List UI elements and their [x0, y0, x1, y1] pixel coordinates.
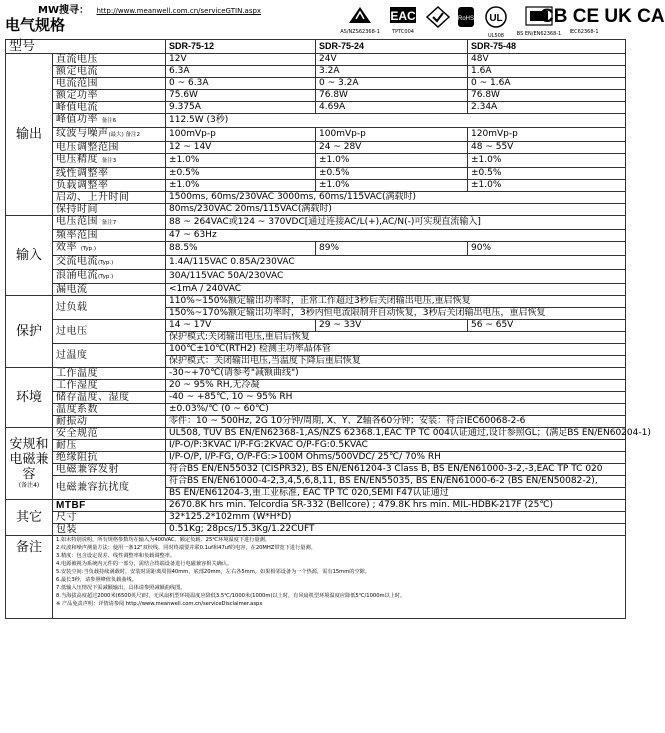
cert-label: UL508 [488, 33, 504, 39]
cell: I/P-O/P:3KVAC I/P-FG:2KVAC O/P-FG:0.5KVAC [166, 440, 626, 452]
row-label: 负载调整率 [53, 180, 166, 192]
cell: 76.8W [316, 90, 468, 102]
table-row [6, 230, 626, 242]
cell: 30A/115VAC 50A/230VAC [166, 270, 626, 284]
cell: 56 ~ 65V [468, 320, 626, 332]
table-row [6, 142, 626, 154]
row-label-note: (Typ.) [98, 260, 114, 266]
ctick-logo [424, 6, 452, 32]
ul-logo [480, 6, 512, 39]
table-row [6, 428, 626, 440]
note-line: 4.电源被视为系统内元件的一部分，需结合终端设备进行电磁兼容相关确认。 [56, 561, 233, 567]
cell: 3.2A [316, 66, 468, 78]
row-label [53, 270, 166, 284]
cell: 保护模式:关闭输出电压,重启后恢复 [166, 332, 626, 344]
certification-logos [338, 6, 665, 39]
row-label: 电流范围 [53, 78, 166, 90]
cell: 150%~170%额定输出功率时，3秒内恒电流限制并自动恢复，3秒后关闭输出电压，重启恢复 [166, 308, 626, 320]
category-protection: 保护 [6, 296, 53, 368]
cell: ±0.5% [316, 168, 468, 180]
table-row [6, 416, 626, 428]
cell: 88.5% [166, 242, 316, 256]
cell: 112.5W (3秒) [166, 114, 626, 128]
row-label: 漏电流 [53, 284, 166, 296]
note-line: 6.最长3秒，请参照峰值负载曲线。 [56, 577, 137, 583]
table-row [6, 90, 626, 102]
category-notes: 备注 [6, 536, 53, 619]
row-label-text: 浪涌电流 [56, 270, 98, 281]
cell: 保护模式：关闭输出电压,当温度下降后重启恢复 [166, 356, 626, 368]
row-label: 峰值电流 [53, 102, 166, 114]
note-line: 5.安装空间:当负载持续满载时，安装时需距离周围40mm，底部20mm，左右各5mm。如果相邻设备为一个热源，需有15mm的空隙。 [56, 569, 371, 575]
cell: 24 ~ 28V [316, 142, 468, 154]
category-others: 其它 [6, 500, 53, 536]
rcm-logo [338, 6, 382, 35]
cell: 48V [468, 54, 626, 66]
category-safety-emc [6, 428, 53, 500]
cell: 76.8W [468, 90, 626, 102]
table-row [6, 216, 626, 230]
notes-cell [53, 536, 626, 619]
cert-label: TPTC004 [392, 29, 414, 35]
model-label: 型号 [6, 40, 166, 54]
cert-label: BS EN/EN62368-1 [516, 31, 562, 37]
table-row [6, 192, 626, 204]
model-row [6, 40, 626, 54]
row-label: 过电压 [53, 320, 166, 344]
cell: ±1.0% [316, 180, 468, 192]
cell: 0 ~ 6.3A [166, 78, 316, 90]
svg-text:UL: UL [489, 13, 503, 24]
cert-label: AS/NZS62368-1 [340, 29, 380, 35]
row-label: 尺寸 [53, 512, 166, 524]
model-1: SDR-75-12 [166, 40, 316, 54]
row-label: 线性调整率 [53, 168, 166, 180]
row-label [53, 128, 166, 142]
cell: 80ms/230VAC 20ms/115VAC(满载时) [166, 204, 626, 216]
row-label-text: 交流电流 [56, 256, 98, 267]
cell: 12 ~ 14V [166, 142, 316, 154]
note-line: 1.如未特别说明，所有规格参数均在输入为400VAC、额定负载、25℃环境温度下进行量测。 [56, 537, 270, 543]
svg-text:RoHS: RoHS [457, 16, 475, 22]
cell: 100mVp-p [166, 128, 316, 142]
model-3: SDR-75-48 [468, 40, 626, 54]
cell: ±1.0% [166, 154, 316, 168]
cb-ce-ukca-mark: CB CE UK CA [540, 6, 665, 27]
category-environment: 环境 [6, 368, 53, 428]
spec-table [5, 39, 651, 619]
eac-logo [386, 6, 420, 35]
svg-text:EAC: EAC [390, 9, 416, 23]
table-row [6, 54, 626, 66]
model-2: SDR-75-24 [316, 40, 468, 54]
row-label: 耐振动 [53, 416, 166, 428]
row-label: 过温度 [53, 344, 166, 368]
row-label: 过负载 [53, 296, 166, 320]
category-safety-note: (备注4) [18, 482, 40, 489]
mw-search-link[interactable]: http://www.meanwell.com.cn/serviceGTIN.aspx [96, 7, 262, 15]
row-label [53, 154, 166, 168]
cell: 2.34A [468, 102, 626, 114]
table-row [6, 66, 626, 78]
row-label [53, 256, 166, 270]
cell: 符合BS EN/EN61000-4-2,3,4,5,6,8,11, BS EN/EN55035, BS EN/EN61000-6-2 (BS EN/EN50082-2), [166, 476, 626, 488]
row-label-text: 纹波与噪声 [56, 128, 109, 139]
cell: I/P-O/P, I/P-FG, O/P-FG:>100M Ohms/500VDC/ 25℃/ 70% RH [166, 452, 626, 464]
table-row [6, 380, 626, 392]
row-label-text: 效率 [56, 242, 77, 253]
row-label [53, 216, 166, 230]
page-title: 电气规格 [5, 16, 66, 34]
cell: 零件：10 ~ 500Hz, 2G 10分钟/周期, X、Y、Z轴各60分钟；安装：符合IEC60068-2-6 [166, 416, 626, 428]
cb-ce-ukca-logo [540, 6, 665, 35]
cell: 6.3A [166, 66, 316, 78]
row-label [53, 114, 166, 128]
note-line: 7.低输入压情况下需减额输出，具体请参照减额曲线图。 [56, 585, 186, 591]
cell: 120mVp-p [468, 128, 626, 142]
table-row [6, 440, 626, 452]
table-row [6, 392, 626, 404]
row-label: 包装 [53, 524, 166, 536]
page-header [0, 0, 665, 40]
row-label-note: 备注6 [101, 118, 117, 124]
mw-search-line [38, 1, 261, 16]
row-label-note: (最大) 备注2 [108, 132, 141, 138]
cell: ±1.0% [468, 180, 626, 192]
row-label: 保持时间 [53, 204, 166, 216]
cell: 100℃±10℃(RTH2) 检测主功率晶体管 [166, 344, 626, 356]
cell: ±1.0% [166, 180, 316, 192]
cell: ±0.5% [468, 168, 626, 180]
cell: 47 ~ 63Hz [166, 230, 626, 242]
cell: 20 ~ 95% RH,无冷凝 [166, 380, 626, 392]
cell: 1.4A/115VAC 0.85A/230VAC [166, 256, 626, 270]
cell: 9.375A [166, 102, 316, 114]
cell: 1.6A [468, 66, 626, 78]
table-row [6, 452, 626, 464]
mw-search-label: MW搜寻： [38, 5, 89, 16]
cell: 4.69A [316, 102, 468, 114]
table-row [6, 270, 626, 284]
row-label: 直流电压 [53, 54, 166, 66]
table-row [6, 128, 626, 142]
cell: ±1.0% [316, 154, 468, 168]
row-label: 工作温度 [53, 368, 166, 380]
cell: 0 ~ 1.6A [468, 78, 626, 90]
table-row [6, 344, 626, 356]
rohs-logo [454, 6, 478, 32]
cell: 48 ~ 55V [468, 142, 626, 154]
cell: 100mVp-p [316, 128, 468, 142]
cell: 89% [316, 242, 468, 256]
cell: ±0.03%/℃ (0 ~ 60℃) [166, 404, 626, 416]
table-row [6, 512, 626, 524]
table-row [6, 296, 626, 308]
row-label-text: 电压精度 [56, 154, 98, 165]
cell: 0 ~ 3.2A [316, 78, 468, 90]
table-row [6, 500, 626, 512]
category-input: 输入 [6, 216, 53, 296]
category-safety-text: 安规和电磁兼容 [9, 437, 49, 482]
row-label: MTBF [53, 500, 166, 512]
table-row [6, 320, 626, 332]
cell: 符合BS EN/EN55032 (CISPR32), BS EN/EN61204-3 Class B, BS EN/EN61000-3-2,-3,EAC TP TC 020 [166, 464, 626, 476]
row-label: 电磁兼容发射 [53, 464, 166, 476]
table-row [6, 78, 626, 90]
notes-row [6, 536, 626, 619]
table-row [6, 168, 626, 180]
row-label: 安全规范 [53, 428, 166, 440]
row-label: 电磁兼容抗扰度 [53, 476, 166, 500]
row-label: 耐压 [53, 440, 166, 452]
row-label: 储存温度、湿度 [53, 392, 166, 404]
cert-label: IEC62368-1 [569, 29, 599, 35]
cell: -30~+70℃(请参考"减额曲线") [166, 368, 626, 380]
cell: <1mA / 240VAC [166, 284, 626, 296]
cell: 12V [166, 54, 316, 66]
row-label: 频率范围 [53, 230, 166, 242]
row-label: 额定电流 [53, 66, 166, 78]
cell: ±1.0% [468, 154, 626, 168]
cell: UL508, TUV BS EN/EN62368-1,AS/NZS 62368.1,EAC TP TC 004认证通过,设计参照GL；(满足BS EN/EN60204-1) [166, 428, 626, 440]
category-output: 输出 [6, 54, 53, 216]
table-row [6, 204, 626, 216]
table-row [6, 180, 626, 192]
note-line: 2.纹波和噪声测量方法：使用一条12"双绞线，同时终端要并联0.1uf和47uf的电容，在20MHZ带宽下进行量测。 [56, 545, 316, 551]
row-label-text: 电压范围 [56, 216, 98, 227]
table-row [6, 476, 626, 488]
cell: 90% [468, 242, 626, 256]
table-row [6, 256, 626, 270]
row-label-text: 峰值功率 [56, 114, 98, 125]
table-row [6, 368, 626, 380]
table-row [6, 242, 626, 256]
cell: 0.51Kg; 28pcs/15.3Kg/1.22CUFT [166, 524, 626, 536]
row-label: 启动、上升时间 [53, 192, 166, 204]
table-row [6, 284, 626, 296]
row-label: 电压调整范围 [53, 142, 166, 154]
cell: 88 ~ 264VAC或124 ~ 370VDC[通过连接AC/L(+),AC/N(-)可实现直流输入] [166, 216, 626, 230]
row-label-note: 备注3 [101, 158, 117, 164]
note-line: 8.当海拔高度超过2000米(6500英尺)时，无风扇机型环境温度应降低3.5℃/1000米(1000m)以上时，有风扇机型环境温度应降低5℃/1000m以上时。 [56, 593, 406, 599]
cell: 14 ~ 17V [166, 320, 316, 332]
note-line[interactable]: ※ 产品免责声明：详情请参阅 http://www.meanwell.com.cn/serviceDisclaimer.aspx [56, 601, 263, 607]
cell: 110%~150%额定输出功率时，正常工作超过3秒后关闭输出电压,重启恢复 [166, 296, 626, 308]
row-label: 绝缘阻抗 [53, 452, 166, 464]
cell: -40 ~ +85℃, 10 ~ 95% RH [166, 392, 626, 404]
row-label-note: (Typ.) [80, 246, 96, 252]
note-line: 3.精度：包含设定误差、线性调整率和负载调整率。 [56, 553, 176, 559]
table-row [6, 524, 626, 536]
cell: 1500ms, 60ms/230VAC 3000ms, 60ms/115VAC(满载时) [166, 192, 626, 204]
row-label: 温度系数 [53, 404, 166, 416]
cell: 24V [316, 54, 468, 66]
cell: BS EN/EN61204-3,重工业标准, EAC TP TC 020,SEMI F47认证通过 [166, 488, 626, 500]
cell: 75.6W [166, 90, 316, 102]
table-row [6, 464, 626, 476]
row-label: 工作湿度 [53, 380, 166, 392]
cell: 32*125.2*102mm (W*H*D) [166, 512, 626, 524]
table-row [6, 114, 626, 128]
row-label-note: (Typ.) [98, 274, 114, 280]
row-label-note: 备注7 [101, 220, 117, 226]
table-row [6, 154, 626, 168]
cell: 29 ~ 33V [316, 320, 468, 332]
table-row [6, 404, 626, 416]
cell: 2670.8K hrs min. Telcordia SR-332 (Bellcore) ; 479.8K hrs min. MIL-HDBK-217F (25℃) [166, 500, 626, 512]
table-row [6, 102, 626, 114]
row-label: 额定功率 [53, 90, 166, 102]
row-label [53, 242, 166, 256]
cell: ±0.5% [166, 168, 316, 180]
